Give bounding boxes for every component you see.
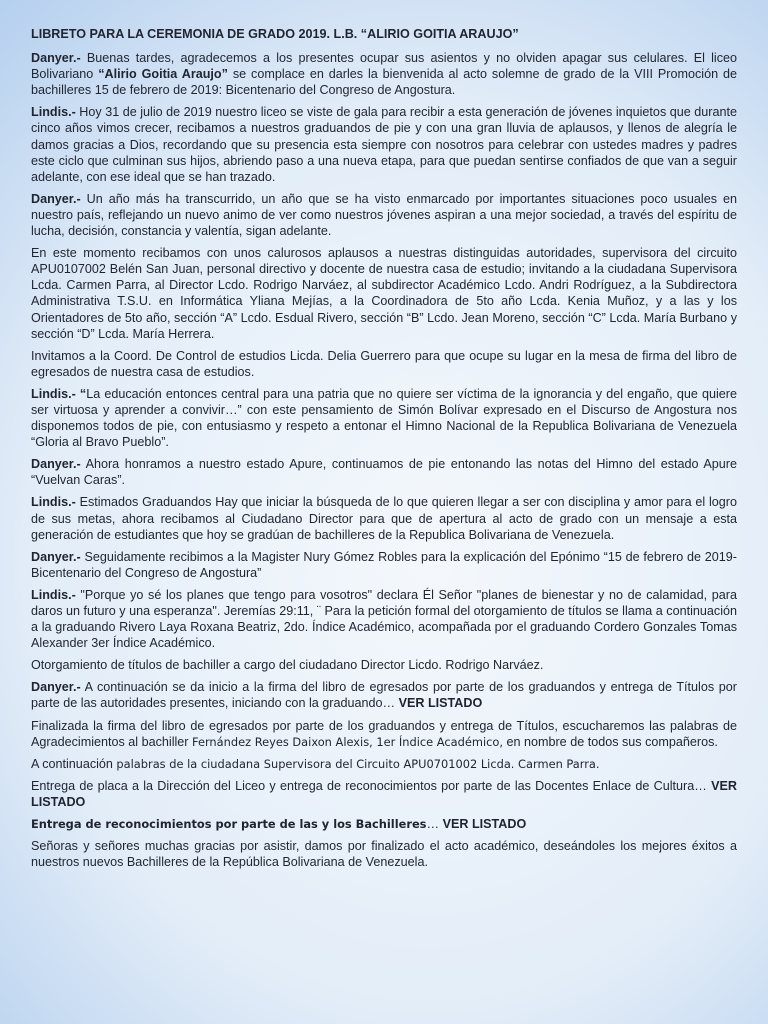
paragraph-text: Estimados Graduandos Hay que iniciar la búsqueda de lo que quieren llegar a ser con disciplina y amor para el logro de sus metas, ahora recibamos al Ciudadano Director para que de apertura al acto de grado con un mensaje a esta generación de estudiantes que hoy se gradúan de bachilleres de la Republica Bolivariana de Venezuela. [31,495,737,542]
paragraph-text: en nombre de todos sus compañeros. [502,734,718,749]
paragraph-otorgamiento [31,657,737,673]
paragraph-closing [31,838,737,870]
paragraph-welcome [31,50,737,98]
school-name: “Alirio Goitia Araujo” [98,67,228,82]
paragraph-text: Un año más ha transcurrido, un año que se ha visto enmarcado por importantes situaciones poco usuales en nuestro país, reflejando un nuevo animo de ver como nuestros jóvenes aspiran a una mejor sociedad, a través del espíritu de lucha, decisión, constancia y valentía, sigan adelante. [31,191,737,239]
paragraph-director-message [31,494,737,542]
paragraph-text: Finalizada la firma del libro de egresados por parte de los graduandos y entrega de Títulos, escucharemos las palabras de Agradecimientos al bachiller [31,718,737,749]
paragraph-text-alt: palabras de la ciudadana Supervisora del Circuito APU0701002 Licda. Carmen Parra. [116,756,600,771]
paragraph-reconocimientos [31,816,737,832]
paragraph-text: Entrega de placa a la Dirección del Liceo y entrega de reconocimientos por parte de las Docentes Enlace de Cultura… [31,778,712,793]
speaker-label: Lindis.- [31,105,76,120]
paragraph-himno-apure [31,456,737,488]
paragraph-danyer-year [31,191,737,239]
paragraph-authorities [31,245,737,342]
paragraph-text: … [426,817,443,832]
paragraph-text: A continuación se da inicio a la firma del libro de egresados por parte de los graduandos y entrega de Títulos por parte de las autoridades presentes, iniciando con la graduando… [31,680,737,711]
ver-listado-label: VER LISTADO [442,817,527,832]
paragraph-text: "Porque yo sé los planes que tengo para vosotros" declara Él Señor "planes de bienestar y no de calamidad, para daros un futuro y una esperanza". Jeremías 29:11, ¨ Para la petición formal del otorgamiento de títulos se llama a continuación a la graduando Rivero Laya Roxana Beatriz, 2do. Índice Académico, acompañada por el graduando Cordero Gonzales Tomas Alexander 3er Índice Académico. [31,587,737,651]
paragraph-himno-nacional [31,386,737,450]
speaker-label: Lindis.- [31,587,76,602]
document-page [31,26,737,876]
paragraph-text: A continuación [31,756,117,771]
speaker-label: Danyer.- [31,549,81,564]
paragraph-eponimo [31,549,737,581]
paragraph-text: Ahora honramos a nuestro estado Apure, continuamos de pie entonando las notas del Himno del estado Apure “Vuelvan Caras”. [31,457,737,488]
paragraph-agradecimientos [31,718,737,750]
speaker-label: Lindis.- “ [31,386,87,401]
paragraph-text: Hoy 31 de julio de 2019 nuestro liceo se viste de gala para recibir a esta generación de jóvenes inquietos que durante cinco años vimos crecer, recibamos a nuestros graduandos de pie y con una gran lluvia de aplausos, y llenos de alegría le damos gracias a Dios, recordando que su presencia esta siempre con nosotros para celebrar con ustedes madres y padres este ciclo que culminan sus hijos, abriendo paso a una nueva etapa, para que puedan sentirse confiados de que van a seguir adelante, con ese ideal que se han trazado. [31,105,737,184]
paragraph-supervisora [31,756,737,772]
paragraph-text: Seguidamente recibimos a la Magister Nury Gómez Robles para la explicación del Epónimo “15 de febrero de 2019-Bicentenario del Congreso de Angostura” [31,549,737,580]
paragraph-lindis-intro [31,104,737,184]
paragraph-text: En este momento recibamos con unos calurosos aplausos a nuestras distinguidas autoridades, supervisora del circuito APU0107002 Belén San Juan, personal directivo y docente de nuestra casa de estudio; invitando a la ciudadana Supervisora Lcda. Carmen Parra, al Director Lcdo. Rodrigo Narváez, al subdirector Académico Lcdo. Andri Rodríguez, a la Subdirectora Administrativa T.S.U. en Informática Yliana Mejías, a la Coordinadora de 5to año Lcda. Kenia Muñoz, y a las y los Orientadores de 5to año, sección “A” Lcdo. Esdual Rivero, sección “B” Lcdo. Jean Moreno, sección “C” Lcda. María Burbano y sección “D” Lcda. María Herrera. [31,246,737,341]
paragraph-text: La educación entonces central para una patria que no quiere ser víctima de la ignorancia y del engaño, que quiere ser virtuosa y aprender a convivir…” con este pensamiento de Simón Bolívar expresado en el Discurso de Angostura nos disponemos todos de pie, con entusiasmo y respeto a entonar el Himno Nacional de la Republica Bolivariana de Venezuela “Gloria al Bravo Pueblo”. [31,386,737,450]
document-title: LIBRETO PARA LA CEREMONIA DE GRADO 2019. L.B. “ALIRIO GOITIA ARAUJO” [31,27,519,41]
paragraph-peticion-titulos [31,587,737,651]
speaker-label: Danyer.- [31,457,81,472]
paragraph-text: Otorgamiento de títulos de bachiller a cargo del ciudadano Director Licdo. Rodrigo Narváez. [31,658,544,673]
speaker-label: Danyer.- [31,191,81,206]
ver-listado-label: VER LISTADO [398,696,483,711]
student-name: Fernández Reyes Daixon Alexis, 1er Índice Académico, [192,734,503,749]
paragraph-text: Buenas tardes, agradecemos a los presentes ocupar sus asientos y no olviden apagar sus celulares. El liceo Bolivariano [31,51,737,82]
paragraph-text: se complace en darles la bienvenida al acto solemne de grado de la VIII Promoción de bachilleres 15 de febrero de 2019: Bicentenario del Congreso de Angostura. [31,67,737,98]
paragraph-text: Invitamos a la Coord. De Control de estudios Licda. Delia Guerrero para que ocupe su lugar en la mesa de firma del libro de egresados de nuestra casa de estudios. [31,348,737,379]
speaker-label: Danyer.- [31,51,81,66]
speaker-label: Lindis.- [31,495,76,510]
paragraph-placa [31,778,737,810]
paragraph-text: Señoras y señores muchas gracias por asistir, damos por finalizado el acto académico, deseándoles los mejores éxitos a nuestros nuevos Bachilleres de la República Bolivariana de Venezuela. [31,839,737,870]
ver-listado-label: VER LISTADO [31,778,737,809]
paragraph-control-estudios [31,348,737,380]
speaker-label: Danyer.- [31,680,81,695]
reconocimientos-heading: Entrega de reconocimientos por parte de las y los Bachilleres [31,817,427,832]
paragraph-firma-libro [31,679,737,711]
